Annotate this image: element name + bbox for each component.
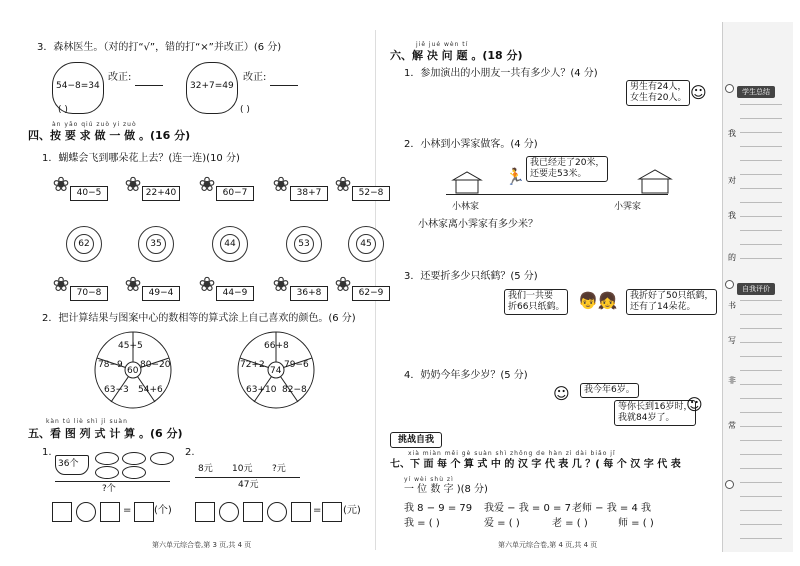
q1: 1．参加演出的小朋友一共有多少人？(4 分)	[404, 68, 598, 79]
q4: 4．奶奶今年多少岁？(5 分)	[404, 370, 528, 381]
sec4-q2: 2．把计算结果与图案中心的数相等的算式涂上自己喜欢的颜色。(6 分)	[42, 313, 356, 324]
sidebar-rule	[740, 426, 782, 427]
butterfly-icon: ❀	[124, 172, 142, 196]
q3: 3．还要折多少只纸鹤？(5 分)	[404, 271, 538, 282]
sidebar-char: 常	[728, 421, 736, 430]
flower[interactable]	[66, 226, 102, 262]
ans-lao[interactable]: 老 = ( )	[552, 518, 588, 529]
tree-1-paren[interactable]: ( )	[58, 105, 68, 115]
sidebar-rule	[740, 454, 782, 455]
q4-bubble-1: 我今年6岁。	[580, 383, 639, 398]
answer-box[interactable]	[322, 502, 342, 522]
binding-hole	[725, 480, 734, 489]
sec6-title: 六、解 决 问 题 。(18 分)	[390, 49, 523, 62]
sec7-eq1: 我 8 − 9 = 79	[404, 503, 473, 514]
eq-sign: =	[123, 505, 132, 516]
sec5-n2: 2.	[185, 447, 195, 458]
sec7-title-2: 一 位 数 字 )(8 分)	[404, 484, 488, 495]
flower[interactable]	[212, 226, 248, 262]
q2: 2．小林到小霁家做客。(4 分)	[404, 139, 538, 150]
ans-wo[interactable]: 我 = ( )	[404, 518, 440, 529]
flower-number: 62	[74, 234, 94, 254]
house-icon	[450, 170, 484, 194]
runner-icon: 🏃	[505, 167, 525, 186]
butterfly-icon: ❀	[52, 172, 70, 196]
q1-bubble	[626, 80, 690, 106]
sec5-pinyin: kàn tú liè shì jì suàn	[46, 418, 128, 425]
q2-bubble-line-1: 我已经走了20米，	[530, 158, 605, 168]
operator-circle[interactable]	[219, 502, 239, 522]
ball-icon	[95, 452, 119, 465]
answer-box[interactable]	[52, 502, 72, 522]
top-card[interactable]: 38+7	[290, 186, 328, 201]
butterfly-icon: ❀	[198, 272, 216, 296]
flower[interactable]	[138, 226, 174, 262]
sidebar-rule	[740, 398, 782, 399]
sidebar-rule	[740, 244, 782, 245]
q3-bubble-1-line-2: 折66只纸鹤。	[508, 302, 565, 312]
price-10: 10元	[232, 464, 253, 474]
house-icon	[636, 168, 674, 194]
right-footer: 第六单元综合卷,第 4 页,共 4 页	[498, 541, 598, 549]
top-card[interactable]: 60−7	[216, 186, 254, 201]
ball-icon	[95, 466, 119, 479]
wheel-1-center: 60	[127, 366, 139, 376]
sec4-q1: 1．蝴蝶会飞到哪朵花上去？(连一连)(10 分)	[42, 153, 240, 164]
unit-ge: (个)	[154, 505, 172, 516]
q4-bubble-2-line-2: 我就84岁了。	[618, 413, 675, 423]
tree-1-fix: 改正:	[108, 72, 132, 83]
q3-title: 3．森林医生。（对的打“√”，错的打“×”并改正）(6 分)	[37, 42, 282, 53]
sec7-pinyin-2: yí wèi shù zì	[404, 476, 454, 483]
bottom-card[interactable]: 70−8	[70, 286, 108, 301]
ans-ai[interactable]: 爱 = ( )	[484, 518, 520, 529]
sidebar-rule	[740, 118, 782, 119]
price-8: 8元	[198, 464, 213, 474]
home-2: 小霁家	[614, 202, 642, 212]
answer-box[interactable]	[291, 502, 311, 522]
sidebar-rule	[740, 132, 782, 133]
flower-number: 44	[220, 234, 240, 254]
wheel-2-item-3[interactable]: 82−8	[282, 385, 307, 395]
answer-box[interactable]	[195, 502, 215, 522]
q3-bubble-1	[504, 289, 568, 315]
sidebar-char: 我	[728, 129, 736, 138]
bottom-card[interactable]: 49−4	[142, 286, 180, 301]
total-47: 47元	[238, 480, 259, 490]
q3-bubble-1-line-1: 我们一共要	[508, 291, 554, 301]
left-footer: 第六单元综合卷,第 3 页,共 4 页	[152, 541, 252, 549]
home-1: 小林家	[452, 202, 480, 212]
wheel-1-item-3[interactable]: 54+6	[138, 385, 163, 395]
butterfly-icon: ❀	[198, 172, 216, 196]
sidebar-rule	[740, 496, 782, 497]
wheel-1-item-4[interactable]: 63−3	[104, 385, 129, 395]
sidebar-char: 写	[728, 336, 736, 345]
sidebar-rule	[740, 314, 782, 315]
butterfly-icon: ❀	[124, 272, 142, 296]
sec7-eq2: 我爱 − 我 = 0 = 7	[484, 503, 571, 514]
sidebar-rule	[740, 538, 782, 539]
sidebar-rule	[740, 482, 782, 483]
ball-icon	[122, 466, 146, 479]
tag-summary: 学生总结	[737, 86, 775, 98]
flower[interactable]	[286, 226, 322, 262]
tree-2-expr: 32+7=49	[190, 81, 234, 91]
butterfly-icon: ❀	[334, 172, 352, 196]
sidebar-rule	[740, 300, 782, 301]
flower-number: 35	[146, 234, 166, 254]
sec5-title: 五、看 图 列 式 计 算 。(6 分)	[28, 427, 183, 440]
ball-icon	[150, 452, 174, 465]
sidebar-rule	[740, 468, 782, 469]
sidebar-rule	[740, 160, 782, 161]
sidebar-rule	[740, 146, 782, 147]
road-line	[446, 194, 668, 195]
sidebar-rule	[740, 216, 782, 217]
sidebar-rule	[740, 174, 782, 175]
butterfly-icon: ❀	[272, 172, 290, 196]
sidebar-rule	[740, 412, 782, 413]
wheel-2-center: 74	[270, 366, 282, 376]
sidebar-char: 对	[728, 176, 736, 185]
top-card[interactable]: 22+40	[142, 186, 180, 201]
tree-1-expr: 54−8=34	[56, 81, 100, 91]
tree-2-fix: 改正:	[243, 72, 267, 83]
sidebar-rule	[740, 440, 782, 441]
operator-circle[interactable]	[76, 502, 96, 522]
sidebar-rule	[740, 104, 782, 105]
wheel-1-item-2[interactable]: 80−20	[140, 360, 171, 370]
q3-bubble-2	[626, 289, 717, 315]
sidebar-rule	[740, 356, 782, 357]
bottom-card[interactable]: 62−9	[352, 286, 390, 301]
sidebar-rule	[740, 510, 782, 511]
bottom-card[interactable]: 44−9	[216, 286, 254, 301]
sidebar-rule	[740, 188, 782, 189]
q3-bubble-2-line-2: 还有了14朵花。	[630, 302, 696, 312]
sidebar-rule	[740, 342, 782, 343]
q3-bubble-2-line-1: 我折好了50只纸鹤，	[630, 291, 714, 301]
sec4-title: 四、按 要 求 做 一 做 。(16 分)	[28, 129, 191, 142]
unit-yuan: (元)	[343, 505, 361, 516]
answer-box[interactable]	[243, 502, 263, 522]
sec4-pinyin: àn yāo qiú zuò yi zuò	[52, 121, 137, 128]
grandma-icon: ☺	[686, 395, 703, 414]
brace-line	[55, 481, 170, 482]
wheel-2-item-4[interactable]: 63+10	[246, 385, 277, 395]
butterfly-icon: ❀	[52, 272, 70, 296]
q-ge: ?个	[102, 484, 116, 494]
sidebar-rule	[740, 258, 782, 259]
operator-circle[interactable]	[267, 502, 287, 522]
sidebar-rule	[740, 524, 782, 525]
wheel-1-item-5[interactable]: 78−9	[98, 360, 123, 370]
ans-shi[interactable]: 师 = ( )	[618, 518, 654, 529]
tree-2-paren[interactable]: ( )	[240, 105, 250, 115]
price-q: ?元	[272, 464, 286, 474]
flower-number: 53	[294, 234, 314, 254]
sidebar-rule	[740, 230, 782, 231]
wheel-2-item-5[interactable]: 72+2	[240, 360, 265, 370]
top-card[interactable]: 52−8	[352, 186, 390, 201]
sec7-eq3: 老师 − 我 = 4 我	[572, 503, 652, 514]
binding-hole	[725, 84, 734, 93]
ball-icon	[122, 452, 146, 465]
q1-bubble-line-2: 女生有20人。	[630, 93, 687, 103]
sidebar-char: 我	[728, 211, 736, 220]
girl-icon: ☺	[553, 384, 570, 403]
wheel-2-item-1[interactable]: 66+8	[264, 341, 289, 351]
q4-bubble-2	[614, 400, 696, 426]
basket-count: 36个	[58, 459, 79, 469]
sidebar-char: 书	[728, 301, 736, 310]
sec7-pinyin: xià miàn měi gè suàn shì zhōng de hàn zì dài biǎo jǐ	[408, 450, 616, 457]
q2-bubble-line-2: 还要走53米。	[530, 169, 587, 179]
sidebar-char: 非	[728, 376, 736, 385]
sidebar-rule	[740, 328, 782, 329]
top-card[interactable]: 40−5	[70, 186, 108, 201]
answer-box[interactable]	[134, 502, 154, 522]
sec7-title: 七、下 面 每 个 算 式 中 的 汉 字 代 表 几 ？( 每 个 汉 字 代 表	[390, 459, 681, 470]
sidebar-rule	[740, 384, 782, 385]
eq-sign: =	[313, 505, 322, 516]
butterfly-icon: ❀	[334, 272, 352, 296]
flower-number: 45	[356, 234, 376, 254]
brace-line-2	[195, 477, 300, 478]
wheel-2-item-2[interactable]: 79−6	[284, 360, 309, 370]
sidebar-rule	[740, 370, 782, 371]
binding-hole	[725, 280, 734, 289]
sidebar-char: 的	[728, 253, 736, 262]
answer-box[interactable]	[100, 502, 120, 522]
sec6-pinyin: jiě jué wèn tí	[416, 41, 469, 48]
wheel-1-item-1[interactable]: 45+5	[118, 341, 143, 351]
sec5-n1: 1.	[42, 447, 52, 458]
teacher-figure-icon: ☺	[690, 83, 707, 102]
q2-bubble	[526, 156, 608, 182]
butterfly-icon: ❀	[272, 272, 290, 296]
tag-evaluation: 自我评价	[737, 283, 775, 295]
flower[interactable]	[348, 226, 384, 262]
q1-bubble-line-1: 男生有24人，	[630, 82, 687, 92]
children-icon: 👦👧	[578, 291, 618, 310]
q2-ask: 小林家离小霁家有多少米？	[418, 219, 538, 230]
challenge-badge: 挑战自我	[390, 432, 442, 448]
q4-bubble-2-line-1: 等你长到16岁时，	[618, 402, 693, 412]
bottom-card[interactable]: 36+8	[290, 286, 328, 301]
sidebar-rule	[740, 202, 782, 203]
